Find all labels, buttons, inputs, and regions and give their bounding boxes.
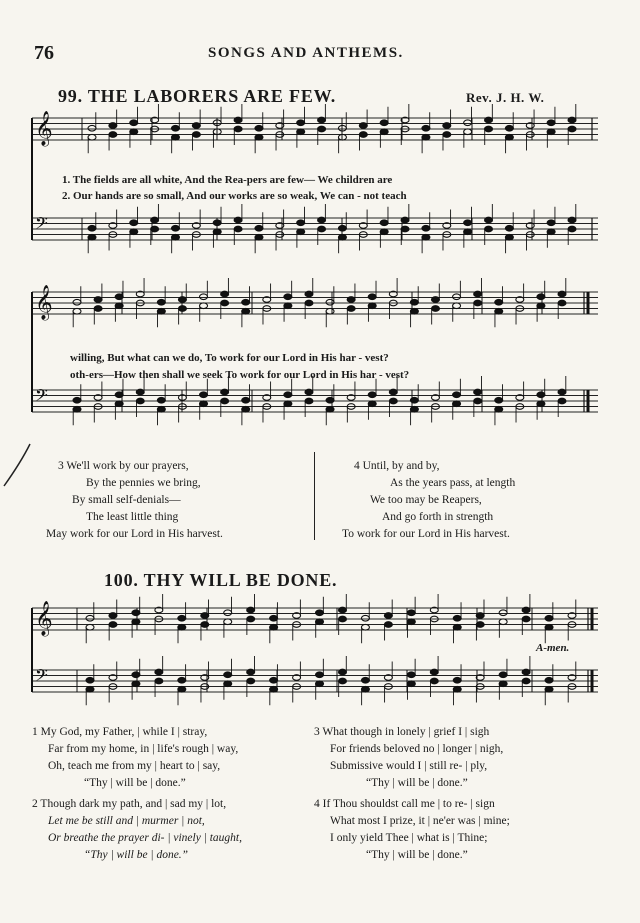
notehead xyxy=(200,294,208,300)
verse-line: “Thy | will be | done.” xyxy=(84,777,186,789)
notehead xyxy=(326,397,334,403)
notehead xyxy=(109,132,117,138)
bass-clef-icon: 𝄢 xyxy=(35,385,48,409)
notehead xyxy=(410,406,418,412)
hymn-99-title: 99. THE LABORERS ARE FEW. xyxy=(58,86,337,106)
notehead xyxy=(361,615,369,621)
notehead xyxy=(537,294,545,300)
verse-line: We too may be Reapers, xyxy=(370,494,482,506)
notehead xyxy=(453,686,461,692)
verse-line: 3 What though in lonely | grief I | sigh xyxy=(314,726,490,738)
notehead xyxy=(132,672,140,678)
notehead xyxy=(284,294,292,300)
notehead xyxy=(453,303,461,309)
notehead xyxy=(474,398,482,404)
notehead xyxy=(242,406,250,412)
notehead xyxy=(242,299,250,305)
notehead xyxy=(284,392,292,398)
notehead xyxy=(178,297,186,303)
notehead xyxy=(545,686,553,692)
hymn-100-verse-4 xyxy=(314,796,624,864)
treble-clef-icon: 𝄞 xyxy=(35,285,53,320)
notehead xyxy=(247,678,255,684)
notehead xyxy=(297,220,305,226)
notehead xyxy=(545,615,553,621)
notehead xyxy=(401,217,409,223)
notehead xyxy=(545,677,553,683)
notehead xyxy=(453,392,461,398)
treble-clef-icon: 𝄞 xyxy=(35,111,53,146)
notehead xyxy=(73,406,81,412)
hymn-99-system-2-notation xyxy=(32,285,598,442)
notehead xyxy=(430,678,438,684)
notehead xyxy=(213,220,221,226)
notehead xyxy=(318,126,326,132)
verse-line: By small self-denials— xyxy=(72,494,181,506)
notehead xyxy=(568,226,576,232)
verse-line: For friends beloved no | longer | nigh, xyxy=(330,743,504,755)
notehead xyxy=(407,619,415,625)
notehead xyxy=(224,681,232,687)
notehead xyxy=(476,613,484,619)
notehead xyxy=(86,615,94,621)
verse-line: Far from my home, in | life's rough | way, xyxy=(48,743,239,755)
notehead xyxy=(316,610,324,616)
notehead xyxy=(247,607,255,613)
notehead xyxy=(284,303,292,309)
notehead xyxy=(347,306,355,312)
notehead xyxy=(464,120,472,126)
notehead xyxy=(547,220,555,226)
notehead xyxy=(558,300,566,306)
margin-pen-mark xyxy=(0,440,40,490)
notehead xyxy=(109,613,117,619)
notehead xyxy=(86,677,94,683)
verse-line: 2 Though dark my path, and | sad my | lot, xyxy=(32,798,227,810)
notehead xyxy=(347,297,355,303)
notehead xyxy=(453,615,461,621)
notehead xyxy=(547,120,555,126)
notehead xyxy=(568,217,576,223)
notehead xyxy=(224,619,232,625)
notehead xyxy=(522,607,530,613)
notehead xyxy=(221,398,229,404)
notehead xyxy=(73,308,81,314)
notehead xyxy=(316,619,324,625)
notehead xyxy=(192,123,200,129)
notehead xyxy=(270,615,278,621)
notehead xyxy=(270,686,278,692)
notehead xyxy=(213,229,221,235)
notehead xyxy=(368,392,376,398)
notehead xyxy=(316,672,324,678)
notehead xyxy=(221,389,229,395)
notehead xyxy=(453,401,461,407)
notehead xyxy=(568,126,576,132)
notehead xyxy=(270,677,278,683)
notehead xyxy=(464,229,472,235)
notehead xyxy=(316,681,324,687)
verse-line: Oh, teach me from my | heart to | say, xyxy=(48,760,221,772)
notehead xyxy=(115,392,123,398)
notehead xyxy=(305,291,313,297)
notehead xyxy=(73,397,81,403)
notehead xyxy=(485,226,493,232)
notehead xyxy=(255,234,263,240)
verse-line: The least little thing xyxy=(86,511,179,523)
notehead xyxy=(338,225,346,231)
notehead xyxy=(130,120,138,126)
verse-line: “Thy | will be | done.” xyxy=(84,849,189,861)
notehead xyxy=(318,226,326,232)
notehead xyxy=(88,234,96,240)
notehead xyxy=(88,134,96,140)
notehead xyxy=(384,622,392,628)
notehead xyxy=(537,392,545,398)
notehead xyxy=(201,613,209,619)
hymn-99-s1-lyric-verse-1: 1. The fields are all white, And the Rea-pers are few— We children are xyxy=(62,174,393,186)
verse-line: Or breathe the prayer di- | vinely | taught, xyxy=(48,832,243,844)
notehead xyxy=(474,291,482,297)
notehead xyxy=(499,610,507,616)
notehead xyxy=(338,607,346,613)
hymn-99-s2-lyric-verse-1: willing, But what can we do, To work for our Lord in His har - vest? xyxy=(70,352,389,364)
notehead xyxy=(171,125,179,131)
notehead xyxy=(338,678,346,684)
notehead xyxy=(297,120,305,126)
notehead xyxy=(200,392,208,398)
notehead xyxy=(474,300,482,306)
notehead xyxy=(537,303,545,309)
hymn-99-verse-4 xyxy=(336,458,596,543)
verse-line: May work for our Lord in His harvest. xyxy=(46,528,223,540)
notehead xyxy=(200,303,208,309)
notehead xyxy=(151,226,159,232)
notehead xyxy=(401,226,409,232)
notehead xyxy=(221,300,229,306)
notehead xyxy=(485,217,493,223)
treble-clef-icon: 𝄞 xyxy=(35,601,53,636)
notehead xyxy=(255,125,263,131)
notehead xyxy=(109,622,117,628)
verse-line: 3 We'll work by our prayers, xyxy=(58,460,189,472)
notehead xyxy=(224,610,232,616)
notehead xyxy=(389,389,397,395)
notehead xyxy=(430,669,438,675)
notehead xyxy=(247,669,255,675)
notehead xyxy=(115,401,123,407)
notehead xyxy=(407,681,415,687)
notehead xyxy=(157,397,165,403)
notehead xyxy=(318,217,326,223)
notehead xyxy=(151,217,159,223)
notehead xyxy=(109,123,117,129)
notehead xyxy=(453,294,461,300)
notehead xyxy=(547,129,555,135)
hymn-99-verse-3 xyxy=(40,458,300,543)
notehead xyxy=(86,624,94,630)
notehead xyxy=(338,234,346,240)
verse-line: 4 Until, by and by, xyxy=(354,460,440,472)
notehead xyxy=(305,300,313,306)
notehead xyxy=(407,610,415,616)
notehead xyxy=(297,229,305,235)
bass-clef-icon: 𝄢 xyxy=(35,213,48,237)
notehead xyxy=(537,401,545,407)
notehead xyxy=(474,389,482,395)
hymn-100-verse-2 xyxy=(32,796,322,864)
notehead xyxy=(242,397,250,403)
notehead xyxy=(368,303,376,309)
verse-line: What most I prize, it | ne'er was | mine; xyxy=(330,815,510,827)
notehead xyxy=(359,123,367,129)
verse-line: By the pennies we bring, xyxy=(86,477,201,489)
hymn-100-verse-3 xyxy=(314,724,604,792)
notehead xyxy=(155,678,163,684)
notehead xyxy=(73,299,81,305)
notehead xyxy=(255,134,263,140)
notehead xyxy=(464,129,472,135)
notehead xyxy=(485,126,493,132)
verse-line: Submissive would I | still re- | ply, xyxy=(330,760,488,772)
notehead xyxy=(495,406,503,412)
notehead xyxy=(338,669,346,675)
notehead xyxy=(130,129,138,135)
notehead xyxy=(178,686,186,692)
notehead xyxy=(522,616,530,622)
notehead xyxy=(132,681,140,687)
notehead xyxy=(422,225,430,231)
notehead xyxy=(368,294,376,300)
notehead xyxy=(410,299,418,305)
notehead xyxy=(410,308,418,314)
notehead xyxy=(389,398,397,404)
notehead xyxy=(247,616,255,622)
notehead xyxy=(326,308,334,314)
notehead xyxy=(359,132,367,138)
verse-column-divider xyxy=(314,452,315,540)
notehead xyxy=(157,406,165,412)
hymn-100-notation xyxy=(32,596,598,718)
notehead xyxy=(155,669,163,675)
page-number: 76 xyxy=(34,42,54,64)
notehead xyxy=(242,308,250,314)
notehead xyxy=(136,398,144,404)
hymn-99-s1-lyric-verse-2: 2. Our hands are so small, And our works are so weak, We can - not teach xyxy=(62,190,407,202)
notehead xyxy=(422,125,430,131)
notehead xyxy=(505,225,513,231)
notehead xyxy=(234,126,242,132)
notehead xyxy=(443,123,451,129)
notehead xyxy=(568,117,576,123)
notehead xyxy=(326,406,334,412)
notehead xyxy=(495,299,503,305)
notehead xyxy=(505,125,513,131)
notehead xyxy=(200,401,208,407)
notehead xyxy=(545,624,553,630)
verse-line: I only yield Thee | what is | Thine; xyxy=(330,832,488,844)
notehead xyxy=(132,610,140,616)
verse-line: 4 If Thou shouldst call me | to re- | sign xyxy=(314,798,495,810)
notehead xyxy=(522,678,530,684)
notehead xyxy=(453,624,461,630)
hymn-99-author: Rev. J. H. W. xyxy=(466,90,545,105)
notehead xyxy=(410,397,418,403)
notehead xyxy=(485,117,493,123)
hymn-99-s2-lyric-verse-2: oth-ers—How then shall we seek To work for our Lord in His har - vest? xyxy=(70,369,410,381)
notehead xyxy=(476,622,484,628)
verse-line: As the years pass, at length xyxy=(390,477,516,489)
notehead xyxy=(94,306,102,312)
notehead xyxy=(453,677,461,683)
amen-label: A-men. xyxy=(536,642,570,654)
notehead xyxy=(422,234,430,240)
notehead xyxy=(224,672,232,678)
running-title: SONGS AND ANTHEMS. xyxy=(208,45,404,61)
notehead xyxy=(318,117,326,123)
notehead xyxy=(305,389,313,395)
bass-clef-icon: 𝄢 xyxy=(35,665,48,689)
notehead xyxy=(192,132,200,138)
hymn-100-title: 100. THY WILL BE DONE. xyxy=(104,570,338,590)
notehead xyxy=(171,234,179,240)
notehead xyxy=(361,686,369,692)
notehead xyxy=(115,303,123,309)
notehead xyxy=(171,225,179,231)
notehead xyxy=(326,299,334,305)
notehead xyxy=(86,686,94,692)
notehead xyxy=(361,624,369,630)
notehead xyxy=(380,129,388,135)
notehead xyxy=(499,672,507,678)
verse-line: And go forth in strength xyxy=(382,511,494,523)
notehead xyxy=(499,619,507,625)
notehead xyxy=(178,615,186,621)
notehead xyxy=(443,132,451,138)
notehead xyxy=(464,220,472,226)
notehead xyxy=(422,134,430,140)
notehead xyxy=(380,229,388,235)
notehead xyxy=(547,229,555,235)
notehead xyxy=(505,134,513,140)
notehead xyxy=(94,297,102,303)
notehead xyxy=(284,401,292,407)
notehead xyxy=(178,677,186,683)
notehead xyxy=(305,398,313,404)
verse-line: “Thy | will be | done.” xyxy=(366,849,468,861)
notehead xyxy=(380,120,388,126)
notehead xyxy=(431,306,439,312)
verse-line: 1 My God, my Father, | while I | stray, xyxy=(32,726,208,738)
notehead xyxy=(157,308,165,314)
notehead xyxy=(558,389,566,395)
notehead xyxy=(178,306,186,312)
verse-line: To work for our Lord in His harvest. xyxy=(342,528,510,540)
notehead xyxy=(157,299,165,305)
notehead xyxy=(297,129,305,135)
notehead xyxy=(270,624,278,630)
notehead xyxy=(201,622,209,628)
notehead xyxy=(495,397,503,403)
notehead xyxy=(130,220,138,226)
notehead xyxy=(221,291,229,297)
notehead xyxy=(130,229,138,235)
notehead xyxy=(338,616,346,622)
notehead xyxy=(234,117,242,123)
notehead xyxy=(88,225,96,231)
notehead xyxy=(255,225,263,231)
notehead xyxy=(380,220,388,226)
verse-line: “Thy | will be | done.” xyxy=(366,777,468,789)
notehead xyxy=(368,401,376,407)
notehead xyxy=(495,308,503,314)
notehead xyxy=(505,234,513,240)
notehead xyxy=(384,613,392,619)
notehead xyxy=(171,134,179,140)
notehead xyxy=(178,624,186,630)
notehead xyxy=(522,669,530,675)
notehead xyxy=(407,672,415,678)
notehead xyxy=(361,677,369,683)
hymn-100-verse-1 xyxy=(32,724,322,792)
notehead xyxy=(132,619,140,625)
notehead xyxy=(234,217,242,223)
verse-line: Let me be still and | murmer | not, xyxy=(48,815,205,827)
notehead xyxy=(558,291,566,297)
notehead xyxy=(234,226,242,232)
notehead xyxy=(88,125,96,131)
notehead xyxy=(115,294,123,300)
notehead xyxy=(499,681,507,687)
notehead xyxy=(136,389,144,395)
notehead xyxy=(431,297,439,303)
notehead xyxy=(558,398,566,404)
